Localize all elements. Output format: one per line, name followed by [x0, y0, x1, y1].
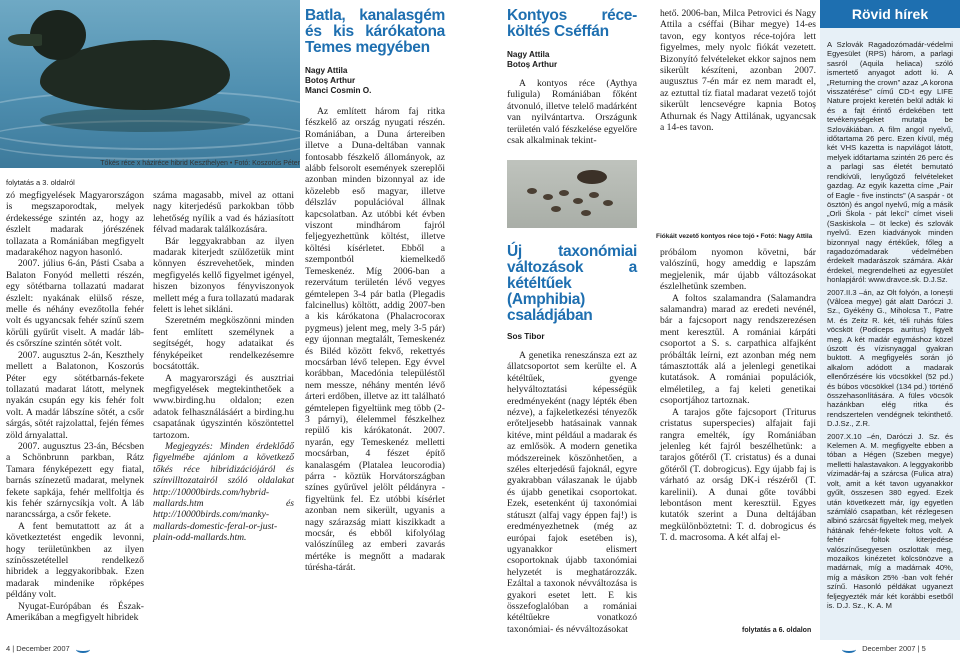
- article-batla: [305, 8, 445, 574]
- hybrid-duck-photo: [0, 0, 300, 168]
- paragraph: Nyugat-Európában és Észak-Amerikában a megfigyelt hibridek: [6, 600, 144, 624]
- paragraph: A genetika reneszánsza ezt az állatcsoportot sem kerülte el. A kétéltűek, gyenge helyváltoztatási képességük eredményeként (nagy lépték ében nézve), a fajkeletkezési tényezők erőteljesebb hatásainak vannak kitéve, mint például a madarak és az emlősök. A modern genetika módszereinek köszönhetően, a széles elterjedésű fajoknál, egyre gyakrabban válaszanak le újabb és újabb genetikai csoportokat. Ezek, esetenként új taxonómiai státuszt (alfaj vagy éppen faj!) is eredményezhetnek (még az európai fajok esetében is), ugyanakkor elismert csoportoknak újabb taxonómiai helyzetét is meghatározzák. Ezáltal a taxonok névváltozása is gyakori esetet lett. E kis összefoglalóban a romániai kétéltűekre vonatkozó taxonómiai- és névváltozásokat: [507, 350, 637, 635]
- bird-logo-icon: [842, 646, 856, 653]
- author: Nagy Attila: [305, 66, 348, 75]
- ducklings-photo: [507, 160, 637, 228]
- paragraph: hető. 2006-ban, Milca Petrovici és Nagy Attila a cséffai (Bihar megye) 14-es tavon, egy kontyos réce-tojóra lett figyelmes, mely nyolc fiókát vezetett. Bizonyító felvételeket ekkor sajnos nem sikerült készíteni, azonban 2007. augusztus 7-én már ez nem maradt el, az eztuttal tíz fiatal madarat vezető tojót sikerült lencsevégre kapnia Botoș Athurnak és Nagy Attilának, ugyancsak a 14-es tavon.: [660, 8, 816, 134]
- sidebar-body: [820, 28, 960, 610]
- column-1: [6, 190, 144, 623]
- paragraph: A foltos szalamandra (Salamandra salamandra) marad az eredeti nevénél, bár a fajcsoport nagy rendszerezésen ment keresztül. A romániai kárpáti csoportot a S. s. carpathica alfajként próbálták leírni, ezt azonban még nem támasztották alá a jelenlegi genetikai kutatások. A romániai populációk, elméletileg, a faj keleti genetikai csoportjához tartoznak.: [660, 292, 816, 407]
- page-number: 5: [921, 644, 926, 653]
- duck-icon: [577, 170, 607, 184]
- article-byline: [305, 66, 445, 96]
- paragraph: 2007. augusztus 23-án, Bécsben a Schönbrunn parkban, Rátz Tamara fényképezett egy fiatal, barnás színezetű madarat, melynek fekete sapkája, fehér mellfoltja és kis fehér szárnycsíkja volt. A láb narancssárga, a csőr fekete.: [6, 440, 144, 521]
- news-item: 2007.II.3 –án, az Olt folyón, a Ionești (Vâlcea megye) gát alatt Daróczi J. Sz., Gyékény G., Miholcsa T., Patre M. és Zeitz R. két, téli ruhás füles vöcsköt (Podiceps auritus) figyelt meg. A két madár egymáshoz közel úszott és vízisnyaggal gyakran buktott. A megfigyelés során jó alkalom adódott a madarak ellenőrzésére kis vöcsökkel (52 pd.) és búbos vöcsökkel (134 pd.) történő összehasonlítására. A füles vöcsök hazánkban elég ritka és rendszertelen vendégnek tekinthető. D.J.Sz., Z.R.: [827, 287, 953, 429]
- news-item: 2007.X.10 –én, Daróczi J. Sz. és Kelemen A. M. megfigyelte ebben a tóban a Hégen (Szeben megye) melletti halastavakon. A leggyakoribb vízimadár-faj a szárcsa (Fulica atra) volt, amit a két tavon ugyanakkor gyűlt, összesen 380 egyed. Ezek után következett már, így egyetlen számláló csapatban, két rézlegesen albinó szárcsát figyeltek meg, melyek hátának fehér-fekete foltos volt. A fehér foltok kiterjedése valószínűsegyesen oszlottak meg, mozaikos kinézetet kölcsönözve a madárnak, míg a madárnak 40%, míg a másikon 25% -ban volt fehér színű. Hasonló példákat ugyanezt feljegyezték már két korábbi esetből is. D.J. Sz., K. A. M: [827, 431, 953, 610]
- paragraph: száma magasabb, mivel az ottani nagy kiterjedésű parkokban több lehetőség nyílik a vad és háziasított félvad madarak találkozására.: [153, 190, 294, 236]
- sidebar-title: Rövid hírek: [820, 0, 960, 28]
- column-5: [660, 247, 816, 544]
- author: Botoș Arthur: [507, 60, 558, 69]
- paragraph: A magyarországi és ausztriai megfigyelések megtekinthetőek a www.birding.hu oldalon; ezen adatok felhasználásáért a birding.hu csapatának úgyszintén köszöntettel tartozom.: [153, 372, 294, 441]
- news-item: A Szlovák Ragadozómadár-védelmi Egyesület (RPS) három, a parlagi sasról (Aquila heliaca) szóló ismertető anyagot adott ki. A „Returning the crown” azaz „A korona visszatérése” című CD-t egy LIFE Nature projekt keretén belül adták ki és a fajt érintő érdekében tett tevékenységeket mutatja be Szlovákiában. A film angol nyelvű, időtartama 26 perc. Ezen kívül, még két VHS kazetta is napvilágot látott, melyek időtartama szintén 26 perc és a parlagi sas életét bemutató rendkívüli, lenyűgöző felvételeket gazdag. Az egyik kazetta címe „Pair of Eagle - five instincts” (A saspár - öt ösztön) és angol nyelvű, míg a másik „Orli Škola - pát lekcí” címet viseli (Saskiskola – öt lecke) és szlovák nyelvű. Ezen kiadványok minden bizonnyal nagy értékűek, főleg a ragadozómadarak védelmében érdekelt madarászok számára. Akár érdekel, megrendelheti az egyesület honlapjáról: www.dravce.sk. D.J.Sz.: [827, 40, 953, 285]
- duck-bill-icon: [8, 34, 42, 46]
- duck-reflection: [40, 108, 250, 132]
- article-headline: Új taxonómiai változások a kétéltűek (Amphibia) családjában: [507, 243, 637, 324]
- issue-date: December 2007: [16, 644, 70, 653]
- article-taxonomia: [507, 244, 637, 635]
- paragraph: zó megfigyelések Magyarországon is megszaporodtak, melyek érdekessége szintén az, hogy az észlelt madarak jórészének tollazata a Romániában megfigyelt madarakéhoz nagyon hasonló.: [6, 190, 144, 259]
- continued-on-caption: folytatás a 6. oldalon: [742, 627, 812, 634]
- column-4-continuation: [660, 8, 816, 133]
- paragraph: Az említett három faj ritka fészkelő az ország nyugati részén. Romániában, a Duna ártereiben illetve a Duna-deltában vannak fontosabb fészkelő állományok, az alább felsorolt események szereplői azonban minden bizonnyal az ide közelebb eső magyar, illetve délszláv populációval állnak kapcsolatban. Az utóbbi két évben viszont mindhárom fajról feljegyezhettünk költést, illetve költési kísérletet. Ebből a szempontból kiemelkedő Temeskenéz. Míg 2006-ban a rezervátum területén lévő vegyes gémtelepen 3-4 pár batla (Plegadis falcinellus) költött, addig 2007-ben a kis kárókatona (Phalacrocorax pygmeus) jelent meg, mely 3-5 pár) egy újonnan megtalált, Temeskenéz és Biléd között fekvő, rekettyés mocsárban lévő telepen. Egy évvel korábban, Macedónia településtől nem messze, néhány mentén lévő árteri erdőben, illetve az itt található gémtelepen figyeltünk meg több (2-3 párnyi), élelemmel fészkelhez repülő kis kárókatonát. 2007. nyarán, egy Temeskenéz melletti mocsárban, 4 fészet építő kanalasgém (Platalea leucorodia) párra - köztük Horvátországban színes gyűrűvel jelölt példányra - figyeltünk fel. Ez utóbbi kísérlet azonban nem sikerült, ugyanis a nagy szárazság miatt kiszikkadt a mocsár, és ebből kifolyólag valószínűleg az emberi zavarás mértéke is megnőtt a madarak túrésha-tárát.: [305, 106, 445, 574]
- author: Manci Cosmin O.: [305, 86, 372, 95]
- article-byline: [507, 50, 637, 70]
- page-number: 4: [6, 644, 11, 653]
- author: Botoș Arthur: [305, 76, 356, 85]
- paragraph: 2007. augusztus 2-án, Keszthely mellett a Balatonon, Koszorús Péter egy sötétbarnás-fekete tollazatú madarat látott, melynek nyakán csupán egy kis fehér folt volt. A madár lábszíne sötét, a csőr sárgás, sötét rajzolattal, fején fémes zöld árnyalattal.: [6, 349, 144, 441]
- article-kontyos-rece: [507, 8, 637, 146]
- bird-logo-icon: [76, 646, 90, 653]
- short-news-sidebar: [820, 0, 960, 640]
- article-headline: Kontyos réce-költés Cséffán: [507, 7, 637, 40]
- paragraph: A tarajos gőte fajcsoport (Triturus cristatus superspecies) alfajait faji rangra emelték, így Romániában jelenleg két fajról beszélhetünk: a tarajos gőtéről (T. cristatus) és a dunai gőtéről (T. dobrogicus). Egy újabb faj is várható az orság DK-i részéről (T. karelinii). A dunai gőte további lebontáson ment keresztül. Egyes kutatók szerint a Duna deltájában megkülönböztetni: T. d. dobrogicus és T. d. macrosoma. A két alfaj el-: [660, 406, 816, 544]
- paragraph: próbálom nyomon követni, bár valószínű, hogy ameddig e lapszám megjelenik, már újabb változásokat észlelhetünk szemben.: [660, 247, 816, 293]
- issue-date: December 2007: [862, 644, 916, 653]
- footer-right: December 2007 | 5: [838, 644, 926, 653]
- paragraph: Szeretném megköszönni minden fent említett személynek a segítségét, hogy adataikat és fényképeiket rendelkezésemre bocsátották.: [153, 315, 294, 373]
- article-headline: Batla, kanalasgém és kis kárókatona Temes megyében: [305, 7, 445, 56]
- author: Sos Tibor: [507, 332, 545, 341]
- hero-photo-caption: Tőkés réce x háziréce hibrid Keszthelyen • Fotó: Koszorús Péter: [100, 160, 300, 167]
- author: Nagy Attila: [507, 50, 550, 59]
- continued-from-caption: folytatás a 3. oldalról: [6, 178, 75, 187]
- paragraph: A kontyos réce (Aythya fuligula) Romániában főként átvonuló, illetve telelő madárként van nyilvántartva. Országunk területén való fészkelése egyelőre csak alkalminak tekint-: [507, 78, 637, 147]
- paragraph: Megjegyzés: Minden érdeklődő figyelmébe ajánlom a következő tőkés réce hibridizációjáról és színvilltozatairól szóló oldalakat http://10000birds.com/hybrid-mallards.htm és http://10000birds.com/manky-mallards-domestic-feral-or-just-plain-odd-mallards.htm.: [153, 440, 294, 544]
- ducklings-photo-caption: Fiókáit vezető kontyos réce tojó • Fotó: Nagy Attila: [656, 233, 813, 240]
- paragraph: 2007. július 6-án, Pásti Csaba a Balaton Fonyód melletti részén, egy sötétbarna tollazatú madarat észlelt: nyakának elülső része, melle és néhány evezőtolla fehér volt és ugyancsak fehér színű szem körüli gyűrűt viselt. A madár láb- és csőrszíne szintén sötét volt.: [6, 258, 144, 350]
- paragraph: Bár leggyakrabban az ilyen madarak kiterjedt szülőzetük mint könnyen észrevehetőek, minden megfigyelés kellő figyelmet igényel, hiszen bizonyos fényviszonyok mellett még a fura tollazatú madarak felett is lehet sikláni.: [153, 235, 294, 316]
- footer-left: 4 | December 2007: [6, 644, 94, 653]
- column-2: [153, 190, 294, 544]
- paragraph: A fent bemutattott az át a következtetést engedik levonni, hogy területünkben az ilyen színösszetétellel rendelkező hibridek a leggyakoribbak. Ezen madarak mindenike röpképes példány volt.: [6, 520, 144, 601]
